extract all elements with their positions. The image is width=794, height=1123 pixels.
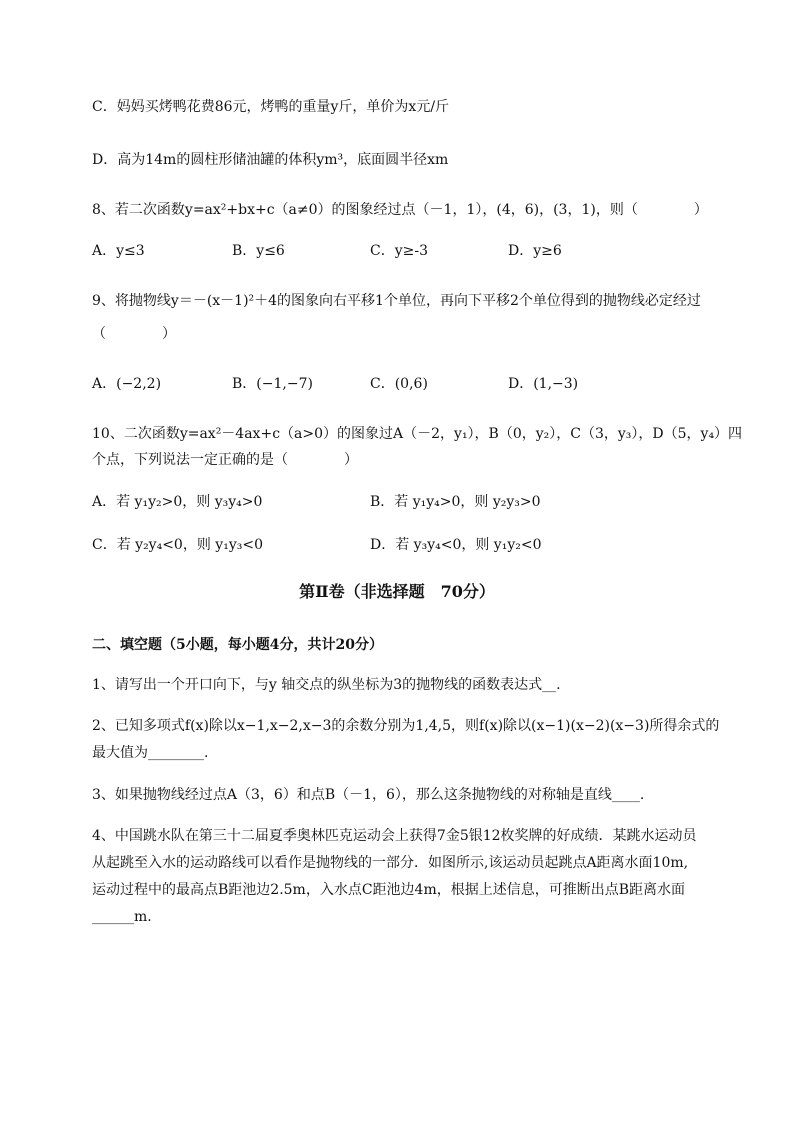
fill-q2: 2、已知多项式f(x)除以x−1,x−2,x−3的余数分别为1,4,5，则f(x)除以(x−1)(x−2)(x−3)所得余式的 <box>92 718 720 734</box>
q10-option-b: B．若 y₁y₄>0，则 y₂y₃>0 <box>370 494 541 510</box>
q9-option-c: C．(0,6) <box>370 376 428 392</box>
fill-q4-line2: 从起跳至入水的运动路线可以看作是抛物线的一部分．如图所示,该运动员起跳点A距离水面10m, <box>92 855 689 871</box>
q9-stem-cont: （ ） <box>92 326 176 342</box>
fill-q4-line3: 运动过程中的最高点B距池边2.5m，入水点C距池边4m，根据上述信息，可推断出点B距离水面 <box>92 882 686 898</box>
section-title: 第Ⅱ卷（非选择题 70分） <box>299 582 495 601</box>
q9-option-a: A．(−2,2) <box>92 376 162 392</box>
q10-stem-cont: 个点，下列说法一定正确的是（ ） <box>92 452 358 468</box>
q10-option-d: D．若 y₃y₄<0，则 y₁y₂<0 <box>370 537 542 553</box>
q10-option-a: A．若 y₁y₂>0，则 y₃y₄>0 <box>92 494 263 510</box>
q9-option-d: D．(1,−3) <box>508 376 579 392</box>
fill-q2-cont: 最大值为________. <box>92 745 209 761</box>
q8-option-a: A．y≤3 <box>92 243 145 259</box>
q7-option-d: D．高为14m的圆柱形储油罐的体积ym³，底面圆半径xm <box>92 152 449 168</box>
q8-option-d: D．y≥6 <box>508 243 562 259</box>
q9-stem: 9、将抛物线y＝－(x－1)²＋4的图象向右平移1个单位，再向下平移2个单位得到的抛物线必定经过 <box>92 293 701 309</box>
fill-q3: 3、如果抛物线经过点A（3，6）和点B（－1，6），那么这条抛物线的对称轴是直线____. <box>92 787 645 803</box>
q9-option-b: B．(−1,−7) <box>232 376 313 392</box>
q10-stem: 10、二次函数y=ax²－4ax+c（a>0）的图象过A（－2，y₁），B（0，y₂），C（3，y₃），D（5，y₄）四 <box>92 426 743 442</box>
fill-q4: 4、中国跳水队在第三十二届夏季奥林匹克运动会上获得7金5银12枚奖牌的好成绩．某跳水运动员 <box>92 828 697 844</box>
fill-q1: 1、请写出一个开口向下，与y 轴交点的纵坐标为3的抛物线的函数表达式__. <box>92 677 561 693</box>
fill-q4-line4: ______m. <box>92 909 152 925</box>
subsection-title: 二、填空题（5小题，每小题4分，共计20分） <box>92 637 383 653</box>
q8-option-c: C．y≥-3 <box>370 243 428 259</box>
q8-option-b: B．y≤6 <box>232 243 285 259</box>
q7-option-c: C．妈妈买烤鸭花费86元，烤鸭的重量y斤，单价为x元/斤 <box>92 99 450 115</box>
q10-option-c: C．若 y₂y₄<0，则 y₁y₃<0 <box>92 537 263 553</box>
q8-stem: 8、若二次函数y=ax²+bx+c（a≠0）的图象经过点（－1，1），(4，6)，(3，1)，则（ ） <box>92 202 708 218</box>
